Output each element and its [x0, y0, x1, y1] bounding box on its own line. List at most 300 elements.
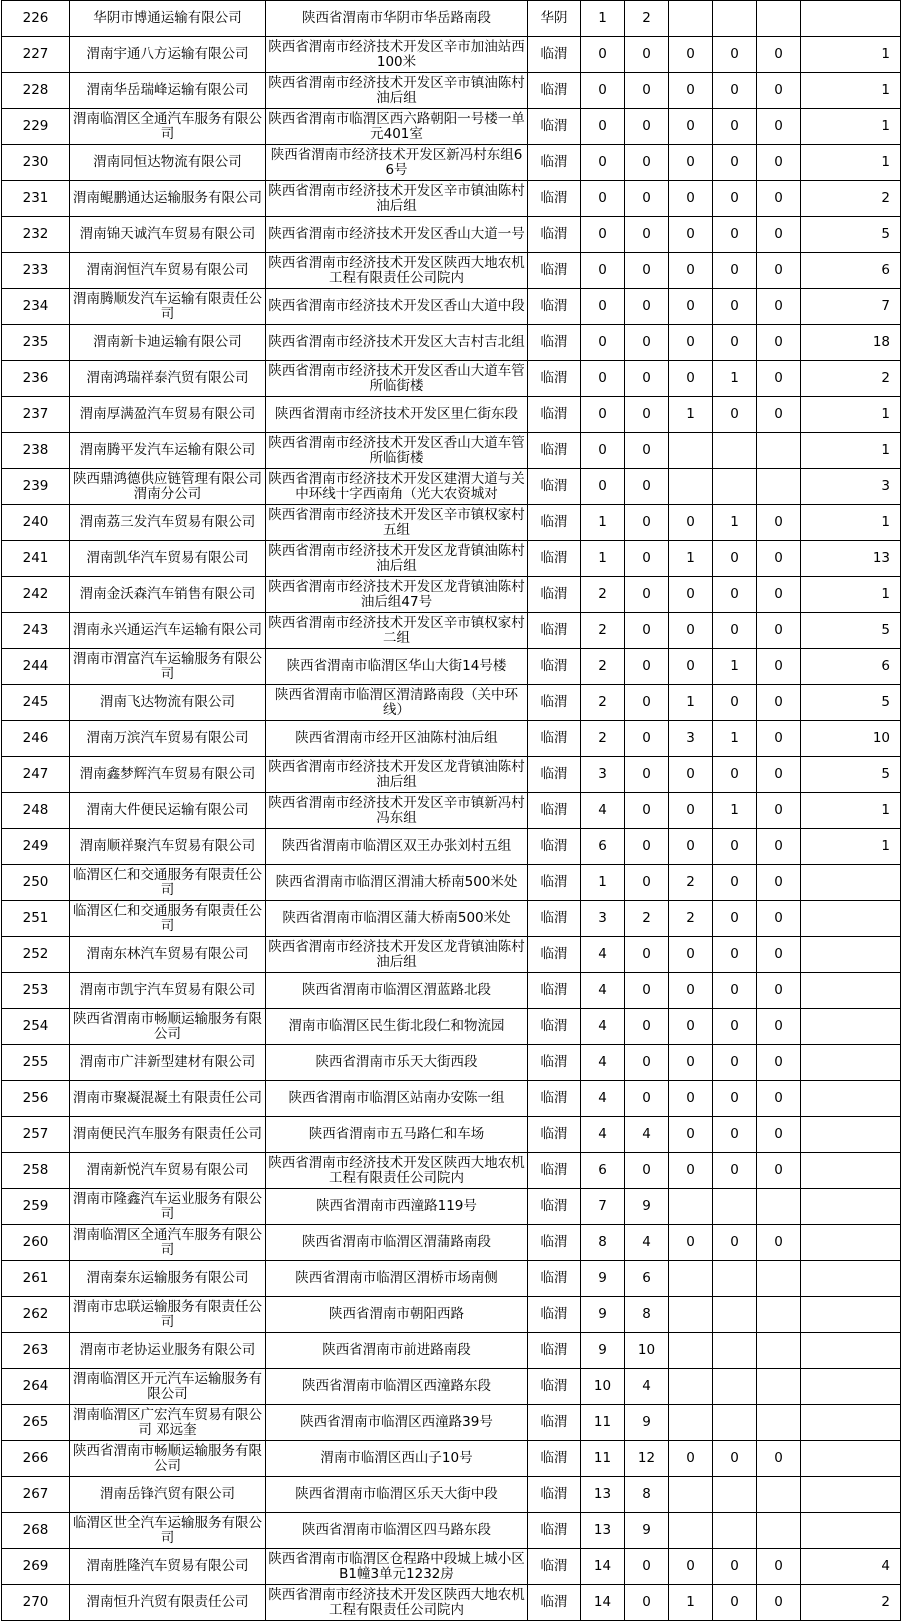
count-cell-5: 0 [757, 1549, 801, 1585]
row-number-cell: 244 [2, 649, 70, 685]
row-number-cell: 238 [2, 433, 70, 469]
count-cell-4: 0 [713, 217, 757, 253]
count-cell-4: 0 [713, 181, 757, 217]
company-name-cell: 临渭区仁和交通服务有限责任公司 [70, 901, 266, 937]
row-number-cell: 246 [2, 721, 70, 757]
count-cell-4 [713, 1477, 757, 1513]
count-cell-1: 1 [581, 865, 625, 901]
district-cell: 临渭 [528, 433, 581, 469]
count-cell-2: 0 [625, 217, 669, 253]
count-cell-5: 0 [757, 721, 801, 757]
count-cell-4: 1 [713, 793, 757, 829]
count-cell-4: 1 [713, 721, 757, 757]
district-cell: 临渭 [528, 1225, 581, 1261]
count-cell-3: 0 [669, 1153, 713, 1189]
count-cell-5: 0 [757, 1441, 801, 1477]
count-cell-6: 5 [801, 685, 901, 721]
count-cell-4: 0 [713, 1081, 757, 1117]
count-cell-3: 2 [669, 865, 713, 901]
count-cell-5: 0 [757, 289, 801, 325]
count-cell-1: 11 [581, 1441, 625, 1477]
table-row [2, 361, 901, 397]
address-cell: 陕西省渭南市乐天大街西段 [266, 1045, 528, 1081]
address-cell: 陕西省渭南市经济技术开发区香山大道中段 [266, 289, 528, 325]
address-cell: 陕西省渭南市经济技术开发区建渭大道与关中环线十字西南角（光大农资城对 [266, 469, 528, 505]
count-cell-4: 0 [713, 901, 757, 937]
count-cell-3: 1 [669, 1585, 713, 1621]
count-cell-4: 1 [713, 361, 757, 397]
company-name-cell: 渭南同恒达物流有限公司 [70, 145, 266, 181]
table-row [2, 1333, 901, 1369]
row-number-cell: 228 [2, 73, 70, 109]
row-number-cell: 258 [2, 1153, 70, 1189]
count-cell-4: 0 [713, 865, 757, 901]
count-cell-3: 2 [669, 901, 713, 937]
count-cell-5: 0 [757, 1225, 801, 1261]
address-cell: 渭南市临渭区民生街北段仁和物流园 [266, 1009, 528, 1045]
row-number-cell: 226 [2, 1, 70, 37]
company-name-cell: 渭南秦东运输服务有限公司 [70, 1261, 266, 1297]
district-cell: 临渭 [528, 1009, 581, 1045]
count-cell-1: 0 [581, 469, 625, 505]
address-cell: 陕西省渭南市经济技术开发区陕西大地农机工程有限责任公司院内 [266, 1585, 528, 1621]
count-cell-4: 0 [713, 1117, 757, 1153]
company-name-cell: 渭南胜隆汽车贸易有限公司 [70, 1549, 266, 1585]
company-name-cell: 渭南东林汽车贸易有限公司 [70, 937, 266, 973]
table-row [2, 1, 901, 37]
table-row [2, 613, 901, 649]
row-number-cell: 227 [2, 37, 70, 73]
company-name-cell: 华阴市博通运输有限公司 [70, 1, 266, 37]
count-cell-2: 12 [625, 1441, 669, 1477]
district-cell: 临渭 [528, 289, 581, 325]
count-cell-4: 0 [713, 577, 757, 613]
district-cell: 临渭 [528, 1045, 581, 1081]
table-row [2, 1009, 901, 1045]
address-cell: 陕西省渭南市临渭区蒲大桥南500米处 [266, 901, 528, 937]
count-cell-3: 0 [669, 325, 713, 361]
count-cell-5: 0 [757, 109, 801, 145]
count-cell-5: 0 [757, 37, 801, 73]
count-cell-1: 4 [581, 937, 625, 973]
district-cell: 临渭 [528, 793, 581, 829]
count-cell-2: 0 [625, 1081, 669, 1117]
count-cell-2: 0 [625, 613, 669, 649]
count-cell-5: 0 [757, 361, 801, 397]
company-name-cell: 渭南宇通八方运输有限公司 [70, 37, 266, 73]
table-row [2, 289, 901, 325]
district-cell: 华阴 [528, 1, 581, 37]
address-cell: 陕西省渭南市临渭区双王办张刘村五组 [266, 829, 528, 865]
count-cell-6: 1 [801, 505, 901, 541]
count-cell-2: 0 [625, 973, 669, 1009]
district-cell: 临渭 [528, 1297, 581, 1333]
count-cell-4: 0 [713, 145, 757, 181]
count-cell-5: 0 [757, 397, 801, 433]
table-body [2, 1, 901, 1621]
count-cell-1: 4 [581, 973, 625, 1009]
count-cell-2: 0 [625, 577, 669, 613]
table-row [2, 73, 901, 109]
company-name-cell: 渭南厚满盈汽车贸易有限公司 [70, 397, 266, 433]
row-number-cell: 242 [2, 577, 70, 613]
address-cell: 陕西省渭南市五马路仁和车场 [266, 1117, 528, 1153]
count-cell-6 [801, 1513, 901, 1549]
count-cell-5: 0 [757, 649, 801, 685]
count-cell-5: 0 [757, 1153, 801, 1189]
count-cell-1: 2 [581, 685, 625, 721]
row-number-cell: 251 [2, 901, 70, 937]
count-cell-5 [757, 1477, 801, 1513]
count-cell-4: 0 [713, 613, 757, 649]
count-cell-4: 0 [713, 289, 757, 325]
count-cell-5: 0 [757, 1045, 801, 1081]
count-cell-6 [801, 1477, 901, 1513]
address-cell: 陕西省渭南市经济技术开发区辛市镇新冯村冯东组 [266, 793, 528, 829]
row-number-cell: 265 [2, 1405, 70, 1441]
address-cell: 陕西省渭南市经济技术开发区辛市镇权家村二组 [266, 613, 528, 649]
count-cell-5: 0 [757, 1081, 801, 1117]
address-cell: 陕西省渭南市朝阳西路 [266, 1297, 528, 1333]
district-cell: 临渭 [528, 37, 581, 73]
address-cell: 陕西省渭南市经济技术开发区香山大道车管所临街楼 [266, 361, 528, 397]
count-cell-1: 10 [581, 1369, 625, 1405]
address-cell: 陕西省渭南市经济技术开发区新冯村东组66号 [266, 145, 528, 181]
table-row [2, 685, 901, 721]
address-cell: 陕西省渭南市前进路南段 [266, 1333, 528, 1369]
count-cell-3: 1 [669, 685, 713, 721]
district-cell: 临渭 [528, 685, 581, 721]
count-cell-4: 1 [713, 649, 757, 685]
count-cell-3: 0 [669, 253, 713, 289]
table-row [2, 1081, 901, 1117]
count-cell-3: 3 [669, 721, 713, 757]
count-cell-3: 0 [669, 1009, 713, 1045]
district-cell: 临渭 [528, 469, 581, 505]
count-cell-2: 0 [625, 865, 669, 901]
count-cell-6 [801, 1045, 901, 1081]
count-cell-3: 0 [669, 613, 713, 649]
company-name-cell: 渭南华岳瑞峰运输有限公司 [70, 73, 266, 109]
count-cell-5: 0 [757, 73, 801, 109]
count-cell-2: 0 [625, 937, 669, 973]
table-row [2, 253, 901, 289]
count-cell-6: 6 [801, 649, 901, 685]
address-cell: 陕西省渭南市华阴市华岳路南段 [266, 1, 528, 37]
count-cell-1: 4 [581, 1045, 625, 1081]
count-cell-3 [669, 1513, 713, 1549]
district-cell: 临渭 [528, 1117, 581, 1153]
count-cell-4 [713, 1405, 757, 1441]
count-cell-1: 2 [581, 577, 625, 613]
address-cell: 陕西省渭南市经济技术开发区里仁街东段 [266, 397, 528, 433]
address-cell: 陕西省渭南市西潼路119号 [266, 1189, 528, 1225]
address-cell: 陕西省渭南市经济技术开发区龙背镇油陈村油后组 [266, 937, 528, 973]
count-cell-2: 6 [625, 1261, 669, 1297]
district-cell: 临渭 [528, 541, 581, 577]
count-cell-4: 0 [713, 1153, 757, 1189]
count-cell-1: 0 [581, 145, 625, 181]
count-cell-4: 0 [713, 1045, 757, 1081]
count-cell-6: 1 [801, 433, 901, 469]
address-cell: 陕西省渭南市经济技术开发区陕西大地农机工程有限责任公司院内 [266, 1153, 528, 1189]
count-cell-3: 1 [669, 541, 713, 577]
count-cell-3: 0 [669, 829, 713, 865]
count-cell-6: 1 [801, 145, 901, 181]
table-row [2, 1477, 901, 1513]
table-row [2, 973, 901, 1009]
count-cell-1: 0 [581, 109, 625, 145]
count-cell-1: 1 [581, 541, 625, 577]
row-number-cell: 253 [2, 973, 70, 1009]
table-row [2, 577, 901, 613]
count-cell-6: 10 [801, 721, 901, 757]
count-cell-5 [757, 1405, 801, 1441]
row-number-cell: 240 [2, 505, 70, 541]
count-cell-6 [801, 1369, 901, 1405]
row-number-cell: 247 [2, 757, 70, 793]
company-name-cell: 渭南腾平发汽车运输有限公司 [70, 433, 266, 469]
district-cell: 临渭 [528, 829, 581, 865]
district-cell: 临渭 [528, 1333, 581, 1369]
company-name-cell: 渭南便民汽车服务有限责任公司 [70, 1117, 266, 1153]
count-cell-1: 0 [581, 253, 625, 289]
row-number-cell: 262 [2, 1297, 70, 1333]
count-cell-4 [713, 1, 757, 37]
address-cell: 陕西省渭南市经济技术开发区辛市镇权家村五组 [266, 505, 528, 541]
count-cell-3: 0 [669, 37, 713, 73]
count-cell-5: 0 [757, 541, 801, 577]
address-cell: 陕西省渭南市经济技术开发区辛市镇油陈村油后组 [266, 73, 528, 109]
table-row [2, 1189, 901, 1225]
count-cell-1: 3 [581, 757, 625, 793]
count-cell-2: 0 [625, 541, 669, 577]
count-cell-5: 0 [757, 901, 801, 937]
table-row [2, 469, 901, 505]
table-row [2, 829, 901, 865]
count-cell-6 [801, 1189, 901, 1225]
count-cell-2: 0 [625, 289, 669, 325]
company-name-cell: 渭南市渭富汽车运输服务有限公司 [70, 649, 266, 685]
address-cell: 陕西省渭南市经济技术开发区辛市加油站西100米 [266, 37, 528, 73]
count-cell-1: 0 [581, 217, 625, 253]
count-cell-1: 0 [581, 73, 625, 109]
row-number-cell: 241 [2, 541, 70, 577]
count-cell-5: 0 [757, 973, 801, 1009]
table-row [2, 145, 901, 181]
table-row [2, 901, 901, 937]
count-cell-3 [669, 1297, 713, 1333]
count-cell-3: 0 [669, 73, 713, 109]
address-cell: 陕西省渭南市经开区油陈村油后组 [266, 721, 528, 757]
count-cell-4: 0 [713, 1585, 757, 1621]
count-cell-3 [669, 1369, 713, 1405]
address-cell: 陕西省渭南市临渭区西六路朝阳一号楼一单元401室 [266, 109, 528, 145]
count-cell-5 [757, 1369, 801, 1405]
row-number-cell: 257 [2, 1117, 70, 1153]
row-number-cell: 266 [2, 1441, 70, 1477]
table-row [2, 1513, 901, 1549]
row-number-cell: 263 [2, 1333, 70, 1369]
count-cell-4: 0 [713, 37, 757, 73]
count-cell-5 [757, 1, 801, 37]
row-number-cell: 239 [2, 469, 70, 505]
count-cell-3: 0 [669, 109, 713, 145]
district-cell: 临渭 [528, 145, 581, 181]
company-name-cell: 陕西鼎鸿德供应链管理有限公司渭南分公司 [70, 469, 266, 505]
count-cell-6: 3 [801, 469, 901, 505]
company-name-cell: 陕西省渭南市畅顺运输服务有限公司 [70, 1441, 266, 1477]
count-cell-3: 0 [669, 505, 713, 541]
company-name-cell: 渭南新悦汽车贸易有限公司 [70, 1153, 266, 1189]
count-cell-2: 10 [625, 1333, 669, 1369]
count-cell-5 [757, 1297, 801, 1333]
company-name-cell: 渭南市老协运业服务有限公司 [70, 1333, 266, 1369]
table-row [2, 1297, 901, 1333]
company-name-cell: 渭南临渭区全通汽车服务有限公司 [70, 109, 266, 145]
count-cell-5 [757, 1513, 801, 1549]
count-cell-4 [713, 1189, 757, 1225]
row-number-cell: 233 [2, 253, 70, 289]
count-cell-5: 0 [757, 145, 801, 181]
count-cell-5: 0 [757, 217, 801, 253]
count-cell-2: 2 [625, 1, 669, 37]
count-cell-1: 3 [581, 901, 625, 937]
address-cell: 陕西省渭南市临渭区站南办安陈一组 [266, 1081, 528, 1117]
count-cell-2: 4 [625, 1117, 669, 1153]
count-cell-3: 0 [669, 649, 713, 685]
count-cell-1: 14 [581, 1585, 625, 1621]
count-cell-5: 0 [757, 685, 801, 721]
count-cell-6: 13 [801, 541, 901, 577]
row-number-cell: 249 [2, 829, 70, 865]
company-name-cell: 渭南飞达物流有限公司 [70, 685, 266, 721]
count-cell-2: 0 [625, 397, 669, 433]
count-cell-6: 6 [801, 253, 901, 289]
count-cell-3: 0 [669, 973, 713, 1009]
count-cell-4 [713, 1369, 757, 1405]
company-name-cell: 渭南岳锋汽贸有限公司 [70, 1477, 266, 1513]
table-row [2, 1153, 901, 1189]
company-name-cell: 临渭区世全汽车运输服务有限公司 [70, 1513, 266, 1549]
count-cell-5: 0 [757, 1117, 801, 1153]
row-number-cell: 234 [2, 289, 70, 325]
district-cell: 临渭 [528, 73, 581, 109]
row-number-cell: 259 [2, 1189, 70, 1225]
row-number-cell: 261 [2, 1261, 70, 1297]
count-cell-6 [801, 1009, 901, 1045]
count-cell-5: 0 [757, 829, 801, 865]
count-cell-4 [713, 433, 757, 469]
district-cell: 临渭 [528, 757, 581, 793]
count-cell-6: 1 [801, 109, 901, 145]
address-cell: 陕西省渭南市临渭区渭清路南段（关中环线） [266, 685, 528, 721]
count-cell-1: 14 [581, 1549, 625, 1585]
address-cell: 陕西省渭南市经济技术开发区龙背镇油陈村油后组47号 [266, 577, 528, 613]
row-number-cell: 235 [2, 325, 70, 361]
table-row [2, 757, 901, 793]
address-cell: 陕西省渭南市临渭区乐天大街中段 [266, 1477, 528, 1513]
count-cell-5 [757, 1333, 801, 1369]
count-cell-5: 0 [757, 793, 801, 829]
company-name-cell: 渭南万滨汽车贸易有限公司 [70, 721, 266, 757]
count-cell-1: 4 [581, 1081, 625, 1117]
count-cell-3 [669, 1405, 713, 1441]
company-name-cell: 渭南新卡迪运输有限公司 [70, 325, 266, 361]
count-cell-5: 0 [757, 865, 801, 901]
count-cell-3 [669, 469, 713, 505]
district-cell: 临渭 [528, 649, 581, 685]
count-cell-2: 0 [625, 757, 669, 793]
count-cell-3: 0 [669, 1225, 713, 1261]
count-cell-4: 0 [713, 829, 757, 865]
count-cell-6 [801, 1117, 901, 1153]
count-cell-4 [713, 1261, 757, 1297]
count-cell-5: 0 [757, 577, 801, 613]
count-cell-6 [801, 1333, 901, 1369]
count-cell-4: 0 [713, 397, 757, 433]
district-cell: 临渭 [528, 613, 581, 649]
count-cell-2: 0 [625, 1153, 669, 1189]
count-cell-3: 0 [669, 361, 713, 397]
count-cell-1: 0 [581, 37, 625, 73]
count-cell-4 [713, 469, 757, 505]
count-cell-2: 0 [625, 73, 669, 109]
district-cell: 临渭 [528, 505, 581, 541]
count-cell-2: 8 [625, 1477, 669, 1513]
table-row [2, 1117, 901, 1153]
count-cell-2: 9 [625, 1513, 669, 1549]
count-cell-3: 0 [669, 217, 713, 253]
district-cell: 临渭 [528, 217, 581, 253]
count-cell-2: 0 [625, 685, 669, 721]
count-cell-6: 5 [801, 217, 901, 253]
count-cell-4: 0 [713, 73, 757, 109]
count-cell-3: 0 [669, 793, 713, 829]
address-cell: 渭南市临渭区西山子10号 [266, 1441, 528, 1477]
count-cell-1: 13 [581, 1477, 625, 1513]
company-name-cell: 渭南荔三发汽车贸易有限公司 [70, 505, 266, 541]
table-row [2, 541, 901, 577]
company-name-cell: 渭南市忠联运输服务有限责任公司 [70, 1297, 266, 1333]
district-cell: 临渭 [528, 1585, 581, 1621]
table-row [2, 1225, 901, 1261]
count-cell-1: 6 [581, 1153, 625, 1189]
count-cell-5 [757, 433, 801, 469]
company-name-cell: 渭南顺祥聚汽车贸易有限公司 [70, 829, 266, 865]
count-cell-4: 0 [713, 685, 757, 721]
table-row [2, 433, 901, 469]
company-name-cell: 渭南临渭区全通汽车服务有限公司 [70, 1225, 266, 1261]
count-cell-3: 0 [669, 577, 713, 613]
count-cell-6 [801, 1225, 901, 1261]
count-cell-2: 2 [625, 901, 669, 937]
count-cell-5 [757, 469, 801, 505]
count-cell-2: 0 [625, 469, 669, 505]
count-cell-2: 4 [625, 1225, 669, 1261]
address-cell: 陕西省渭南市临渭区华山大街14号楼 [266, 649, 528, 685]
count-cell-6 [801, 1297, 901, 1333]
row-number-cell: 264 [2, 1369, 70, 1405]
count-cell-2: 0 [625, 253, 669, 289]
count-cell-1: 2 [581, 613, 625, 649]
address-cell: 陕西省渭南市临渭区渭蒲路南段 [266, 1225, 528, 1261]
district-cell: 临渭 [528, 901, 581, 937]
address-cell: 陕西省渭南市临渭区西潼路东段 [266, 1369, 528, 1405]
count-cell-4: 0 [713, 937, 757, 973]
count-cell-5: 0 [757, 325, 801, 361]
district-cell: 临渭 [528, 1369, 581, 1405]
